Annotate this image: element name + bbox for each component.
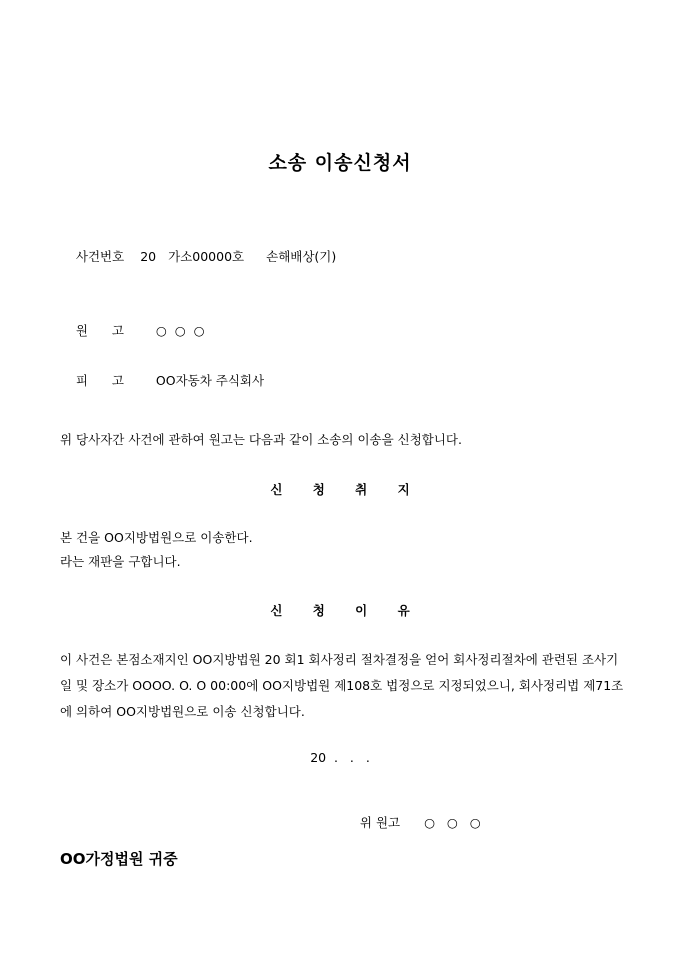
intro-text: 위 당사자간 사건에 관하여 원고는 다음과 같이 소송의 이송을 신청합니다. [60, 432, 462, 447]
reason-heading: 신 청 이 유 [270, 603, 410, 618]
signer-name: ○ ○ ○ [424, 815, 481, 830]
document-title: 소송 이송신청서 [268, 152, 412, 174]
case-number-label: 사건번호 [75, 249, 125, 264]
reason-text: 이 사건은 본점소재지인 OO지방법원 20 회1 회사정리 절차결정을 얻어 회사정리절차에 관련된 조사기일 및 장소가 OOOO. O. O 00:00에 OO지방법원 제108호 법정으로 지정되었으니, 회사정리법 제71조에 의하여 OO지방법원으로 이송 신청합니다. [60, 652, 624, 719]
case-year: 20 [140, 249, 157, 264]
plaintiff-name: ○ ○ ○ [155, 323, 205, 338]
purpose-line-2: 라는 재판을 구합니다. [60, 554, 181, 569]
date-line: 20 . . . [310, 750, 370, 765]
plaintiff-label: 원 고 [75, 323, 124, 338]
case-name: 손해배상(기) [266, 249, 337, 264]
case-number: 가소00000호 [168, 249, 245, 264]
defendant-name: OO자동차 주식회사 [155, 373, 265, 388]
purpose-line-1: 본 건을 OO지방법원으로 이송한다. [60, 530, 253, 545]
signer-label: 위 원고 [359, 815, 401, 830]
purpose-heading: 신 청 취 지 [270, 482, 410, 497]
court-addressee: OO가정법원 귀중 [60, 850, 178, 868]
plaintiff-line [60, 306, 205, 354]
defendant-line [60, 356, 264, 404]
signer-line [344, 798, 481, 846]
case-info-line [60, 232, 336, 280]
defendant-label: 피 고 [75, 373, 124, 388]
